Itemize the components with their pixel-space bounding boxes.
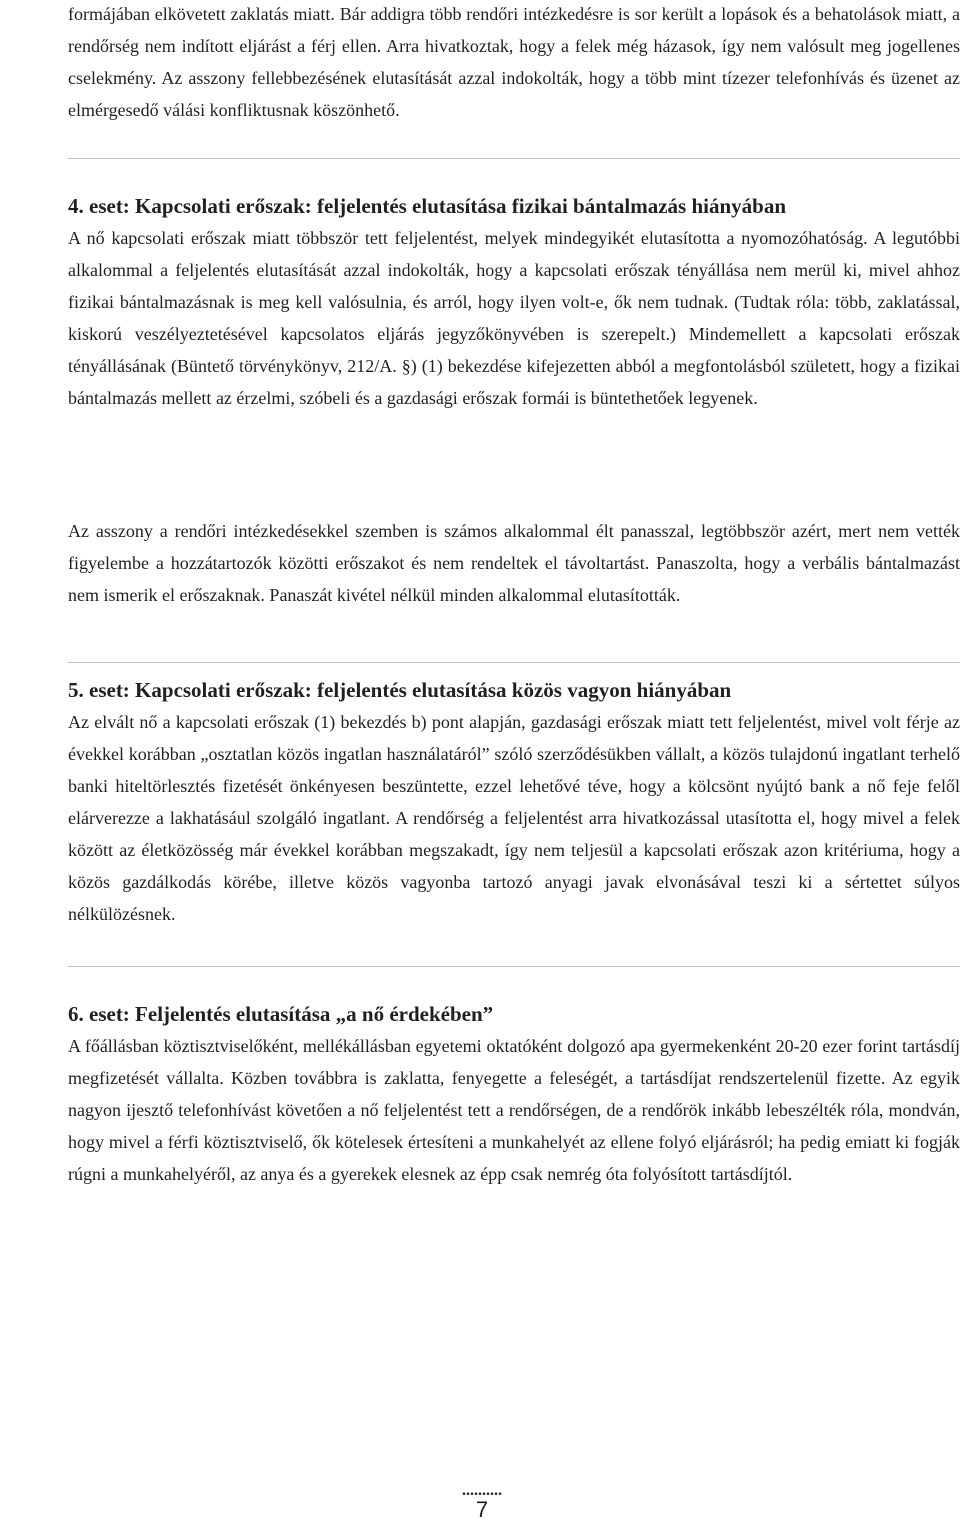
page-footer xyxy=(440,1482,524,1524)
case-6-section xyxy=(68,998,960,1190)
case-5-heading: 5. eset: Kapcsolati erőszak: feljelentés elutasítása közös vagyon hiányában xyxy=(68,678,732,702)
case-5-section xyxy=(68,674,960,930)
case-4-paragraph-1: A nő kapcsolati erőszak miatt többször tett feljelentést, melyek mindegyikét elutasította a nyomozóhatóság. A legutóbbi alkalommal a feljelentés elutasítását azzal indokolták, hogy a kapcsolati erőszak tényállása nem merül ki, mivel ahhoz fizikai bántalmazásnak is meg kell valósulnia, és arról, hogy ilyen volt-e, ők nem tudnak. (Tudtak róla: több, zaklatással, kiskorú veszélyeztetésével kapcsolatos eljárás jegyzőkönyvében is szerepelt.) Mindemellett a kapcsolati erőszak tényállásának (Büntető törvénykönyv, 212/A. §) (1) bekezdése kifejezetten abból a megfontolásból született, hogy a fizikai bántalmazás mellett az érzelmi, szóbeli és a gazdasági erőszak formái is büntethetőek legyenek. xyxy=(68,228,960,408)
case-5-paragraph: Az elvált nő a kapcsolati erőszak (1) bekezdés b) pont alapján, gazdasági erőszak miatt tett feljelentést, mivel volt férje az évekkel korábban „osztatlan közös ingatlan használatáról” szóló szerződésükben vállalt, a közös tulajdonú ingatlant terhelő banki hiteltörlesztés fizetését önkényesen beszüntette, ezzel lehetővé téve, hogy a kölcsönt nyújtó bank a nő feje felől elárverezze a lakhatásául szolgáló ingatlant. A rendőrség a feljelentést arra hivatkozással utasította el, hogy mivel a felek között az életközösség már évekkel korábban megszakadt, így nem teljesül a kapcsolati erőszak azon kritériuma, hogy a közös gazdálkodás körébe, illetve közös vagyonba tartozó anyagi javak elvonásával teszi ki a sértettet súlyos nélkülözésnek. xyxy=(68,712,960,924)
case-4-section xyxy=(68,190,960,414)
section-divider xyxy=(68,158,960,159)
document-page xyxy=(68,0,960,1532)
case-4-paragraph-2: Az asszony a rendőri intézkedésekkel szemben is számos alkalommal élt panasszal, legtöbbször azért, mert nem vették figyelembe a hozzátartozók közötti erőszakot és nem rendeltek el távoltartást. Panaszolta, hogy a verbális bántalmazást nem ismerik el erőszaknak. Panaszát kivétel nélkül minden alkalommal elutasították. xyxy=(68,521,960,605)
case-4-heading: 4. eset: Kapcsolati erőszak: feljelentés elutasítása fizikai bántalmazás hiányában xyxy=(68,194,787,218)
case-4-paragraph-2-wrap xyxy=(68,515,960,611)
case-6-heading: 6. eset: Feljelentés elutasítása „a nő érdekében” xyxy=(68,1002,494,1026)
page-number: 7 xyxy=(475,1497,489,1522)
footer-dots: .......... xyxy=(462,1482,502,1499)
section-divider xyxy=(68,662,960,663)
section-divider xyxy=(68,966,960,967)
continuation-paragraph: formájában elkövetett zaklatás miatt. Bár addigra több rendőri intézkedésre is sor került a lopások és a behatolások miatt, a rendőrség nem indított eljárást a férj ellen. Arra hivatkoztak, hogy a felek még házasok, így nem valósult meg jogellenes cselekmény. Az asszony fellebbezésének elutasítását azzal indokolták, hogy a több mint tízezer telefonhívás és üzenet az elmérgesedő válási konfliktusnak köszönhető. xyxy=(68,4,960,120)
case-6-paragraph: A főállásban köztisztviselőként, mellékállásban egyetemi oktatóként dolgozó apa gyermekenként 20-20 ezer forint tartásdíj megfizetését vállalta. Közben továbbra is zaklatta, fenyegette a feleségét, a tartásdíjat rendszertelenül fizette. Az egyik nagyon ijesztő telefonhívást követően a nő feljelentést tett a rendőrségen, de a rendőrök inkább lebeszélték róla, mondván, hogy mivel a férfi köztisztviselő, ők kötelesek értesíteni a munkahelyét az ellene folyó eljárásról; ha pedig emiatt ki fogják rúgni a munkahelyéről, az anya és a gyerekek elesnek az épp csak nemrég óta folyósított tartásdíjtól. xyxy=(68,1036,960,1184)
